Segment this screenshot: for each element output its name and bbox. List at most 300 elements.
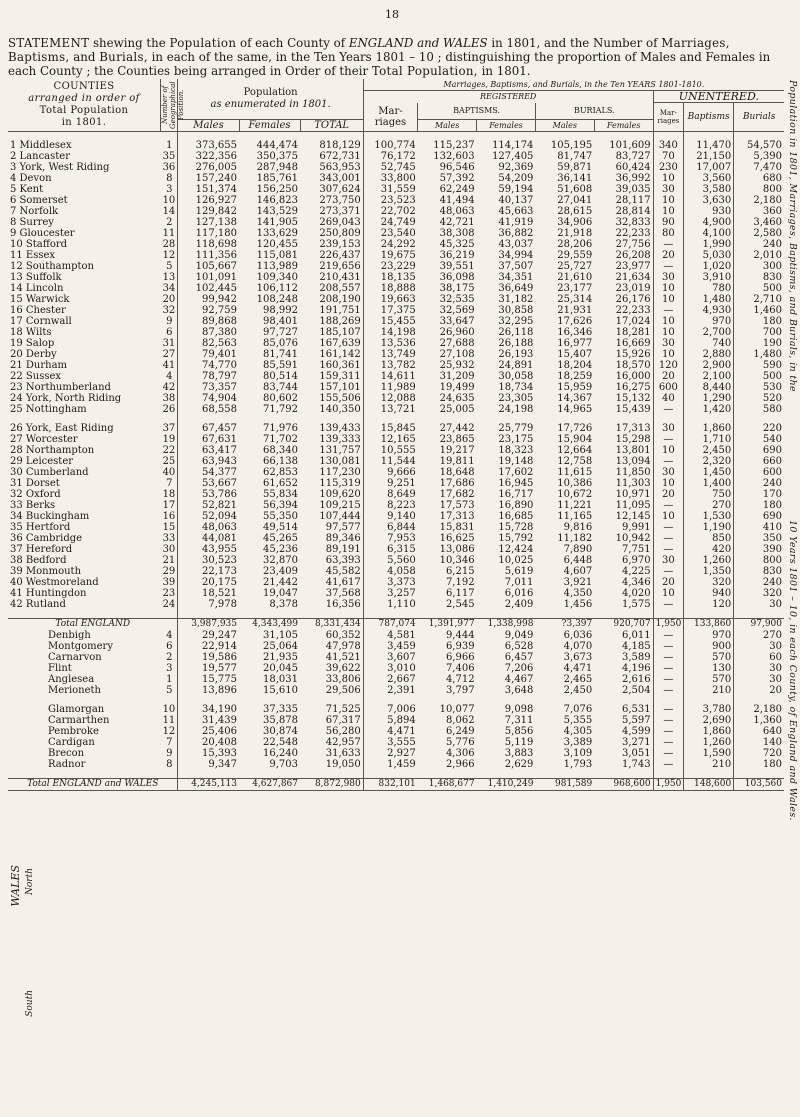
cell-value: 16,356 xyxy=(300,599,363,610)
table-row xyxy=(8,195,784,206)
cell-value: 6,970 xyxy=(594,555,653,566)
spacer-cell xyxy=(734,696,784,704)
cell-value: 390 xyxy=(762,544,782,555)
cell-value: 11,095 xyxy=(594,500,653,511)
title-word: Total Population, xyxy=(371,64,478,78)
cell-value: 79,401 xyxy=(202,349,237,360)
cell-value: 23,019 xyxy=(594,283,653,294)
cell-value: 1,710 xyxy=(684,434,734,445)
cell-value: 19,047 xyxy=(263,588,299,599)
baptisms-males-header: Males xyxy=(418,120,477,132)
cell-value: 3,648 xyxy=(504,685,534,696)
cell-value: 208,190 xyxy=(300,294,363,305)
cell-value: 3,797 xyxy=(445,685,475,696)
cell-value: 10,672 xyxy=(557,489,593,500)
spacer-cell xyxy=(363,132,417,141)
cell-value: 2,450 xyxy=(563,685,593,696)
cell-value: 740 xyxy=(684,338,734,349)
cell-value: 170 xyxy=(762,489,782,500)
county-name: Carnarvon xyxy=(48,652,102,663)
spacer-cell xyxy=(535,770,594,779)
cell-value: 832,101 xyxy=(363,779,417,791)
cell-value: 10,555 xyxy=(380,445,416,456)
cell-value: — xyxy=(653,500,684,511)
cell-value: 7,206 xyxy=(504,663,534,674)
cell-value: 32,295 xyxy=(498,316,534,327)
spacer-cell xyxy=(239,770,300,779)
cell-value: — xyxy=(653,704,684,715)
table-row xyxy=(8,283,784,294)
cell-value: 2,504 xyxy=(594,685,653,696)
cell-value: 56,394 xyxy=(263,500,299,511)
county-name: 29 Leicester xyxy=(10,456,74,467)
cell-value: 830 xyxy=(762,272,782,283)
geo-position: 6 xyxy=(161,641,178,652)
cell-value: 1,410,249 xyxy=(477,779,536,791)
cell-value: 54,570 xyxy=(747,140,782,151)
cell-value: 73,357 xyxy=(202,382,237,393)
cell-value: 103,560 xyxy=(734,779,784,791)
geo-position: 41 xyxy=(161,360,178,371)
cell-value: 12,758 xyxy=(557,456,593,467)
cell-value: 130,081 xyxy=(300,456,363,467)
geo-position: 7 xyxy=(161,478,178,489)
row-spacer xyxy=(8,415,784,423)
cell-value: 239,153 xyxy=(300,239,363,250)
cell-value: 210,431 xyxy=(300,272,363,283)
cell-value: 15,959 xyxy=(557,382,593,393)
cell-value: 25,005 xyxy=(439,404,475,415)
table-row xyxy=(8,467,784,478)
table-row xyxy=(8,360,784,371)
cell-value: 115,319 xyxy=(300,478,363,489)
cell-value: 53,786 xyxy=(202,489,237,500)
table-row xyxy=(8,140,784,151)
side-caption-top: Population in 1801, Marriages, Baptisms, and Burials, in the xyxy=(787,80,798,392)
cell-value: 23,229 xyxy=(380,261,416,272)
cell-value: 29,247 xyxy=(202,630,237,641)
geo-position: 1 xyxy=(161,674,178,685)
cell-value: 5,776 xyxy=(445,737,475,748)
cell-value: 373,655 xyxy=(195,140,237,151)
table-row xyxy=(8,382,784,393)
spacer-cell xyxy=(239,696,300,704)
cell-value: 160,361 xyxy=(300,360,363,371)
cell-value: 2,465 xyxy=(563,674,593,685)
cell-value: 45,582 xyxy=(300,566,363,577)
county-name: 35 Hertford xyxy=(10,522,71,533)
cell-value: 21,150 xyxy=(684,151,734,162)
cell-value: 39,622 xyxy=(300,663,363,674)
cell-value: 20,175 xyxy=(202,577,237,588)
cell-value: 600 xyxy=(653,382,684,393)
cell-value: 25,406 xyxy=(202,726,237,737)
cell-value: 24,635 xyxy=(439,393,475,404)
cell-value: 38,308 xyxy=(439,228,475,239)
spacer-cell xyxy=(363,415,417,423)
geo-position: 42 xyxy=(161,382,178,393)
cell-value: 1,990 xyxy=(684,239,734,250)
cell-value: 26,208 xyxy=(594,250,653,261)
cell-value: 4,350 xyxy=(563,588,593,599)
cell-value: 151,374 xyxy=(195,184,237,195)
cell-value: 52,821 xyxy=(202,500,237,511)
geo-position: 18 xyxy=(161,489,178,500)
spacer-cell xyxy=(684,770,734,779)
cell-value: 1,793 xyxy=(563,759,593,770)
spacer-cell xyxy=(477,610,536,619)
cell-value: 23,977 xyxy=(594,261,653,272)
cell-value: 320 xyxy=(684,577,734,588)
county-name: 34 Buckingham xyxy=(10,511,90,522)
cell-value: 45,325 xyxy=(439,239,475,250)
cell-value: 191,751 xyxy=(300,305,363,316)
cell-value: 563,953 xyxy=(300,162,363,173)
cell-value: 8,223 xyxy=(387,500,416,511)
cell-value: 2,580 xyxy=(753,228,782,239)
cell-value: 220 xyxy=(762,423,782,434)
county-name: 3 York, West Riding xyxy=(10,162,110,173)
spacer-cell xyxy=(300,696,363,704)
cell-value: 99,942 xyxy=(202,294,237,305)
spacer-cell xyxy=(418,132,477,141)
cell-value: 14,611 xyxy=(380,371,416,382)
spacer-cell xyxy=(653,415,684,423)
cell-value: 24,891 xyxy=(498,360,534,371)
cell-value: 1,350 xyxy=(684,566,734,577)
table-row xyxy=(8,250,784,261)
cell-value: 71,976 xyxy=(263,423,299,434)
cell-value: 161,142 xyxy=(300,349,363,360)
england-group-a xyxy=(8,132,784,416)
cell-value: 27,108 xyxy=(439,349,475,360)
cell-value: 672,731 xyxy=(300,151,363,162)
cell-value: 31,209 xyxy=(439,371,475,382)
cell-value: 2,927 xyxy=(387,748,416,759)
cell-value: 4,245,113 xyxy=(178,779,239,791)
cell-value: 11,615 xyxy=(557,467,593,478)
cell-value: 31,439 xyxy=(202,715,237,726)
cell-value: 680 xyxy=(762,173,782,184)
county-name: 10 Stafford xyxy=(10,239,68,250)
cell-value: 968,600 xyxy=(594,779,653,791)
cell-value: 8,440 xyxy=(684,382,734,393)
geo-position: 20 xyxy=(161,294,178,305)
cell-value: 15,728 xyxy=(498,522,534,533)
cell-value: — xyxy=(653,261,684,272)
cell-value: 900 xyxy=(684,641,734,652)
spacer-cell xyxy=(239,415,300,423)
cell-value: 13,749 xyxy=(380,349,416,360)
cell-value: 10 xyxy=(653,316,684,327)
cell-value: 140,350 xyxy=(300,404,363,415)
geo-position: 13 xyxy=(161,272,178,283)
cell-value: 24,749 xyxy=(380,217,416,228)
burials-males-header: Males xyxy=(535,120,594,132)
cell-value: 21,442 xyxy=(263,577,299,588)
cell-value: — xyxy=(653,715,684,726)
cell-value: 6,531 xyxy=(594,704,653,715)
cell-value: 9,703 xyxy=(269,759,299,770)
title-word: shewing the xyxy=(89,36,170,50)
cell-value: 56,280 xyxy=(300,726,363,737)
cell-value: 2,616 xyxy=(594,674,653,685)
county-name: 21 Durham xyxy=(10,360,68,371)
cell-value: 22,702 xyxy=(380,206,416,217)
cell-value: 4,305 xyxy=(563,726,593,737)
marriages-header: Mar-riages xyxy=(363,103,417,132)
cell-value: 9,991 xyxy=(594,522,653,533)
cell-value: 76,172 xyxy=(380,151,416,162)
cell-value: 4,020 xyxy=(594,588,653,599)
cell-value: 4,467 xyxy=(504,674,534,685)
table-row xyxy=(8,737,784,748)
cell-value: 3,673 xyxy=(563,652,593,663)
cell-value: 3,607 xyxy=(387,652,416,663)
cell-value: 3,109 xyxy=(563,748,593,759)
cell-value: 129,842 xyxy=(195,206,237,217)
cell-value: 300 xyxy=(762,261,782,272)
cell-value: — xyxy=(653,544,684,555)
cell-value: 45,236 xyxy=(263,544,299,555)
table-title xyxy=(8,36,778,78)
cell-value: 190 xyxy=(762,338,782,349)
cell-value: 80,514 xyxy=(263,371,299,382)
cell-value: 41,617 xyxy=(300,577,363,588)
table-row xyxy=(8,726,784,737)
spacer-cell xyxy=(594,415,653,423)
cell-value: 34,994 xyxy=(498,250,534,261)
cell-value: 155,506 xyxy=(300,393,363,404)
cell-value: 13,086 xyxy=(439,544,475,555)
cell-value: 18,570 xyxy=(594,360,653,371)
spacer-cell xyxy=(363,696,417,704)
geo-position: 8 xyxy=(161,759,178,770)
spacer-cell xyxy=(161,415,178,423)
cell-value: 13,801 xyxy=(594,445,653,456)
cell-value: 17,626 xyxy=(557,316,593,327)
population-header xyxy=(178,79,363,120)
cell-value: 240 xyxy=(762,478,782,489)
cell-value: 12,145 xyxy=(594,511,653,522)
cell-value: 3,560 xyxy=(684,173,734,184)
spacer-cell xyxy=(477,770,536,779)
cell-value: 37,335 xyxy=(263,704,299,715)
cell-value: 22,914 xyxy=(202,641,237,652)
cell-value: 70 xyxy=(653,151,684,162)
table-row xyxy=(8,173,784,184)
cell-value: 44,081 xyxy=(202,533,237,544)
cell-value: 8,331,434 xyxy=(300,619,363,631)
cell-value: 21,935 xyxy=(263,652,299,663)
cell-value: 101,091 xyxy=(195,272,237,283)
cell-value: 3,780 xyxy=(684,704,734,715)
county-name: 16 Chester xyxy=(10,305,66,316)
cell-value: 2,010 xyxy=(753,250,782,261)
cell-value: 115,237 xyxy=(433,140,475,151)
spacer-cell xyxy=(594,696,653,704)
counties-header-l3: Total Population xyxy=(39,105,129,116)
cell-value: 157,240 xyxy=(195,173,237,184)
spacer-cell xyxy=(300,132,363,141)
cell-value: 12,088 xyxy=(380,393,416,404)
cell-value: 107,444 xyxy=(300,511,363,522)
cell-value: 30,523 xyxy=(202,555,237,566)
cell-value: 42,957 xyxy=(300,737,363,748)
wales-south xyxy=(8,696,784,770)
cell-value: 54,209 xyxy=(498,173,534,184)
cell-value: — xyxy=(653,404,684,415)
cell-value: 7,470 xyxy=(753,162,782,173)
males-header: Males xyxy=(178,120,239,132)
county-name: 28 Northampton xyxy=(10,445,95,456)
cell-value: 3,459 xyxy=(387,641,416,652)
cell-value: 30 xyxy=(653,272,684,283)
spacer-cell xyxy=(161,696,178,704)
cell-value: 27,688 xyxy=(439,338,475,349)
wales-label: WALES xyxy=(9,865,22,907)
cell-value: 12,424 xyxy=(498,544,534,555)
cell-value: 23,540 xyxy=(380,228,416,239)
table-row xyxy=(8,619,784,631)
cell-value: 273,371 xyxy=(300,206,363,217)
geo-position: 8 xyxy=(161,173,178,184)
cell-value: 55,350 xyxy=(263,511,299,522)
county-name: 25 Nottingham xyxy=(10,404,87,415)
cell-value: 1,391,977 xyxy=(418,619,477,631)
cell-value: 23,177 xyxy=(557,283,593,294)
cell-value: 66,138 xyxy=(263,456,299,467)
cell-value: 4,471 xyxy=(563,663,593,674)
cell-value: 14,965 xyxy=(557,404,593,415)
statistics-table xyxy=(8,79,784,791)
county-name: 33 Berks xyxy=(10,500,56,511)
spacer-cell xyxy=(477,696,536,704)
county-name: Brecon xyxy=(48,748,85,759)
geo-position: 9 xyxy=(161,748,178,759)
county-name: 15 Warwick xyxy=(10,294,70,305)
cell-value: 80,602 xyxy=(263,393,299,404)
cell-value: 180 xyxy=(762,316,782,327)
cell-value: 11,303 xyxy=(594,478,653,489)
cell-value: 21,610 xyxy=(557,272,593,283)
wales-north xyxy=(8,630,784,696)
cell-value: 36,098 xyxy=(439,272,475,283)
cell-value: 33,806 xyxy=(300,674,363,685)
cell-value: 105,667 xyxy=(195,261,237,272)
cell-value: 15,439 xyxy=(594,404,653,415)
cell-value: 63,393 xyxy=(300,555,363,566)
cell-value: 156,250 xyxy=(256,184,299,195)
table-row xyxy=(8,404,784,415)
county-name: 32 Oxford xyxy=(10,489,61,500)
cell-value: 143,529 xyxy=(256,206,299,217)
cell-value: 113,989 xyxy=(256,261,299,272)
page-number: 18 xyxy=(385,8,399,21)
geo-position: 33 xyxy=(161,533,178,544)
geo-position: 23 xyxy=(161,588,178,599)
table-row xyxy=(8,500,784,511)
cell-value: 20,408 xyxy=(202,737,237,748)
table-row xyxy=(8,294,784,305)
spacer-cell xyxy=(363,770,417,779)
cell-value: 7,751 xyxy=(594,544,653,555)
spacer-cell xyxy=(684,415,734,423)
cell-value: 19,577 xyxy=(202,663,237,674)
cell-value: 30 xyxy=(769,674,782,685)
county-name: 37 Hereford xyxy=(10,544,73,555)
cell-value: 146,823 xyxy=(256,195,299,206)
table-row xyxy=(8,162,784,173)
cell-value: 18,888 xyxy=(380,283,416,294)
cell-value: 24,198 xyxy=(498,404,534,415)
cell-value: 307,624 xyxy=(300,184,363,195)
cell-value: 118,698 xyxy=(195,239,237,250)
geo-position: 10 xyxy=(161,704,178,715)
cell-value: 30 xyxy=(769,599,782,610)
cell-value: 1,260 xyxy=(684,737,734,748)
cell-value: 270 xyxy=(684,500,734,511)
cell-value: 230 xyxy=(653,162,684,173)
cell-value: 15,792 xyxy=(498,533,534,544)
spacer-cell xyxy=(239,610,300,619)
cell-value: 37,568 xyxy=(300,588,363,599)
table-row xyxy=(8,423,784,434)
cell-value: 117,180 xyxy=(195,228,237,239)
cell-value: 127,138 xyxy=(195,217,237,228)
cell-value: 2,966 xyxy=(445,759,475,770)
cell-value: 41,494 xyxy=(439,195,475,206)
cell-value: 1,530 xyxy=(684,511,734,522)
cell-value: 30,058 xyxy=(498,371,534,382)
cell-value: 96,546 xyxy=(439,162,475,173)
cell-value: 11,850 xyxy=(594,467,653,478)
cell-value: 52,745 xyxy=(380,162,416,173)
geo-position: 12 xyxy=(161,250,178,261)
cell-value: 16,240 xyxy=(263,748,299,759)
table-row xyxy=(8,489,784,500)
cell-value: 30 xyxy=(653,338,684,349)
geo-position: 19 xyxy=(161,434,178,445)
cell-value: 4,343,499 xyxy=(239,619,300,631)
cell-value: 60,424 xyxy=(594,162,653,173)
cell-value: 800 xyxy=(762,555,782,566)
cell-value: 5,355 xyxy=(563,715,593,726)
cell-value: 5,894 xyxy=(387,715,416,726)
cell-value: 350 xyxy=(762,533,782,544)
cell-value: 2,900 xyxy=(684,360,734,371)
cell-value: 3,257 xyxy=(387,588,416,599)
cell-value: 3,589 xyxy=(594,652,653,663)
cell-value: 6,215 xyxy=(445,566,475,577)
cell-value: 320 xyxy=(762,588,782,599)
cell-value: 32,833 xyxy=(594,217,653,228)
cell-value: 36,882 xyxy=(498,228,534,239)
cell-value: 4,058 xyxy=(387,566,416,577)
spacer-cell xyxy=(477,415,536,423)
cell-value: 1,338,998 xyxy=(477,619,536,631)
cell-value: 500 xyxy=(762,371,782,382)
county-name: Merioneth xyxy=(48,685,101,696)
cell-value: 31,633 xyxy=(300,748,363,759)
spacer-cell xyxy=(161,132,178,141)
cell-value: 25,932 xyxy=(439,360,475,371)
cell-value: 11,989 xyxy=(380,382,416,393)
table-row xyxy=(8,544,784,555)
title-word: in each of the same, in the Ten Years 1801 – 10 ; distinguishing the proportion of Males and Females in each County ; the Counties being arranged in Order of their xyxy=(8,50,771,78)
county-name: Anglesea xyxy=(48,674,95,685)
cell-value: 27,756 xyxy=(594,239,653,250)
